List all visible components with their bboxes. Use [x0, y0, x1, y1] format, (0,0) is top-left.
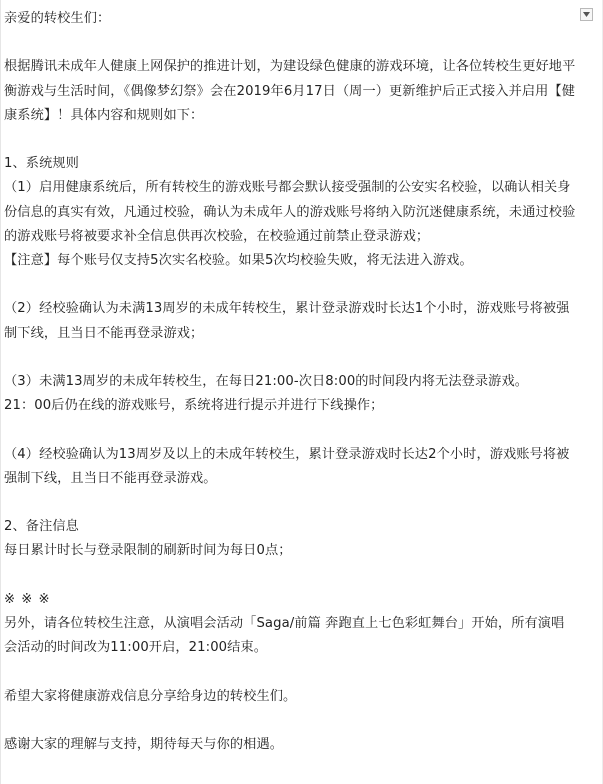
chevron-down-icon	[583, 12, 590, 17]
rule-4: （4）经校验确认为13周岁及以上的未成年转校生，累计登录游戏时长达2个小时，游戏账号将被强制下线，且当日不能再登录游戏。	[4, 446, 570, 486]
rule-1: （1）启用健康系统后，所有转校生的游戏账号都会默认接受强制的公安实名校验，以确认相关身份信息的真实有效，凡通过校验，确认为未成年人的游戏账号将纳入防沉迷健康系统，未通过校验的游戏账号将被要求补全信息供再次校验，在校验通过前禁止登录游戏；	[4, 180, 576, 244]
thanks-message: 感谢大家的理解与支持，期待每天与你的相遇。	[4, 736, 284, 752]
announcement-body	[4, 7, 576, 757]
scroll-down-button[interactable]	[580, 8, 593, 21]
concert-notice: 另外，请各位转校生注意，从演唱会活动「Saga/前篇 奔跑直上七色彩虹舞台」开始，所有演唱会活动的时间改为11:00开启，21:00结束。	[4, 615, 565, 656]
share-message: 希望大家将健康游戏信息分享给身边的转校生们。	[4, 688, 297, 704]
greeting: 亲爱的转校生们：	[4, 11, 111, 26]
section-2-text: 每日累计时长与登录限制的刷新时间为每日0点；	[4, 543, 292, 559]
separator-marks: ※ ※ ※	[4, 591, 51, 607]
rule-2: （2）经校验确认为未满13周岁的未成年转校生，累计登录游戏时长达1个小时，游戏账号将被强制下线，且当日不能再登录游戏；	[4, 301, 570, 341]
rule-1-note: 【注意】每个账号仅支持5次实名校验。如果5次均校验失败，将无法进入游戏。	[4, 253, 473, 268]
rule-3: （3）未满13周岁的未成年转校生，在每日21:00-次日8:00的时间段内将无法登录游戏。	[4, 373, 529, 389]
section-2-title: 2、备注信息	[4, 519, 79, 535]
section-1-title: 1、系统规则	[4, 156, 79, 172]
rule-3-extra: 21：00后仍在线的游戏账号，系统将进行提示并进行下线操作；	[4, 398, 384, 414]
intro-paragraph: 根据腾讯未成年人健康上网保护的推进计划，为建设绿色健康的游戏环境，让各位转校生更好地平衡游戏与生活时间，《偶像梦幻祭》会在2019年6月17日（周一）更新维护后正式接入并启用【健康系统】！具体内容和规则如下：	[4, 59, 576, 123]
